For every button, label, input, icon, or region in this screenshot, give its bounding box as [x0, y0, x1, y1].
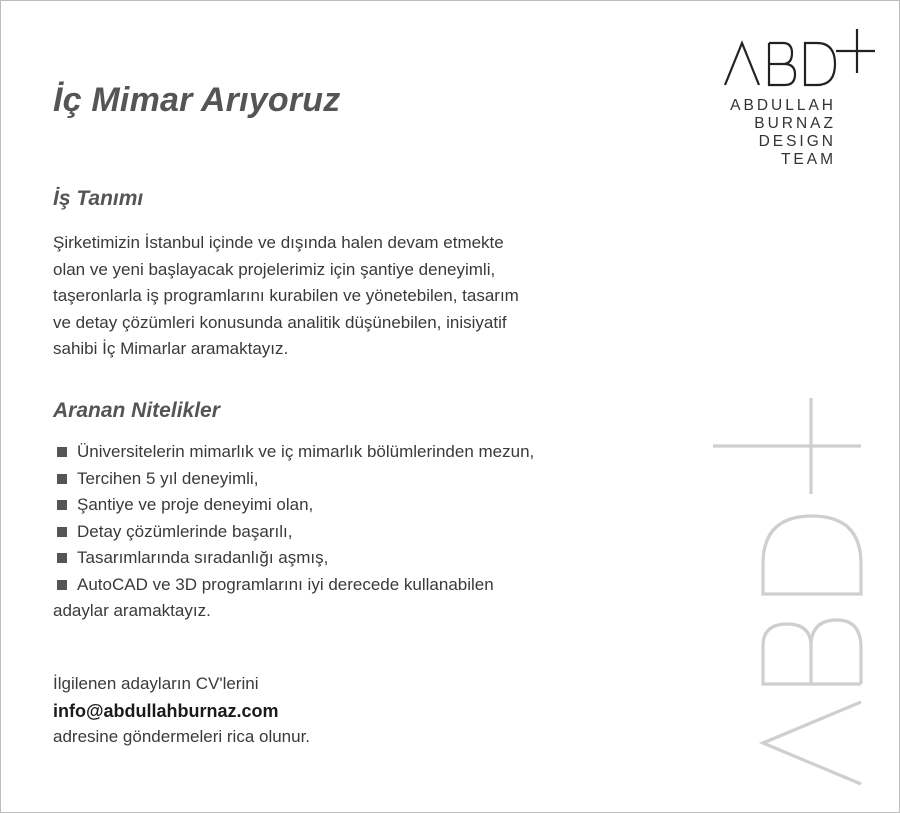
job-description-line: olan ve yeni başlayacak projelerimiz için şantiye deneyimli,: [53, 259, 496, 279]
list-item: Şantiye ve proje deneyimi olan,: [53, 492, 653, 519]
page-title: İç Mimar Arıyoruz: [53, 81, 341, 119]
contact-intro: İlgilenen adayların CV'lerini: [53, 674, 259, 693]
qualifications-list: [53, 439, 653, 625]
square-bullet-icon: [57, 580, 67, 590]
job-description-heading: İş Tanımı: [53, 187, 144, 210]
logo-line-1: ABDULLAH: [730, 97, 836, 114]
job-description-line: Şirketimizin İstanbul içinde ve dışında halen devam etmekte: [53, 233, 504, 252]
list-item: Tasarımlarında sıradanlığı aşmış,: [53, 545, 653, 572]
contact-block: [53, 671, 633, 751]
square-bullet-icon: [57, 474, 67, 484]
list-item: Detay çözümlerinde başarılı,: [53, 519, 653, 546]
list-item: Tercihen 5 yıl deneyimli,: [53, 466, 653, 493]
contact-email-link[interactable]: info@abdullahburnaz.com: [53, 700, 279, 721]
logo-line-3: DESIGN: [758, 133, 836, 150]
square-bullet-icon: [57, 500, 67, 510]
square-bullet-icon: [57, 447, 67, 457]
list-item: Üniversitelerin mimarlık ve iç mimarlık bölümlerinden mezun,: [53, 439, 653, 466]
job-description-line: taşeronlarla iş programlarını kurabilen ve yönetebilen, tasarım: [53, 286, 519, 305]
abd-watermark: [701, 396, 871, 796]
job-description-text: [53, 230, 633, 363]
qualifications-heading: Aranan Nitelikler: [53, 399, 220, 422]
list-closing: adaylar aramaktayız.: [53, 601, 211, 620]
logo-line-4: TEAM: [780, 151, 836, 168]
logo-wordmark: [724, 97, 836, 169]
square-bullet-icon: [57, 553, 67, 563]
job-description-line: sahibi İç Mimarlar aramaktayız.: [53, 339, 289, 358]
job-description-line: ve detay çözümleri konusunda analitik düşünebilen, inisiyatif: [53, 312, 507, 332]
square-bullet-icon: [57, 527, 67, 537]
logo-line-2: BURNAZ: [754, 115, 836, 132]
list-item: AutoCAD ve 3D programlarını iyi derecede kullanabilen: [53, 572, 653, 599]
contact-outro: adresine göndermeleri rica olunur.: [53, 727, 311, 746]
